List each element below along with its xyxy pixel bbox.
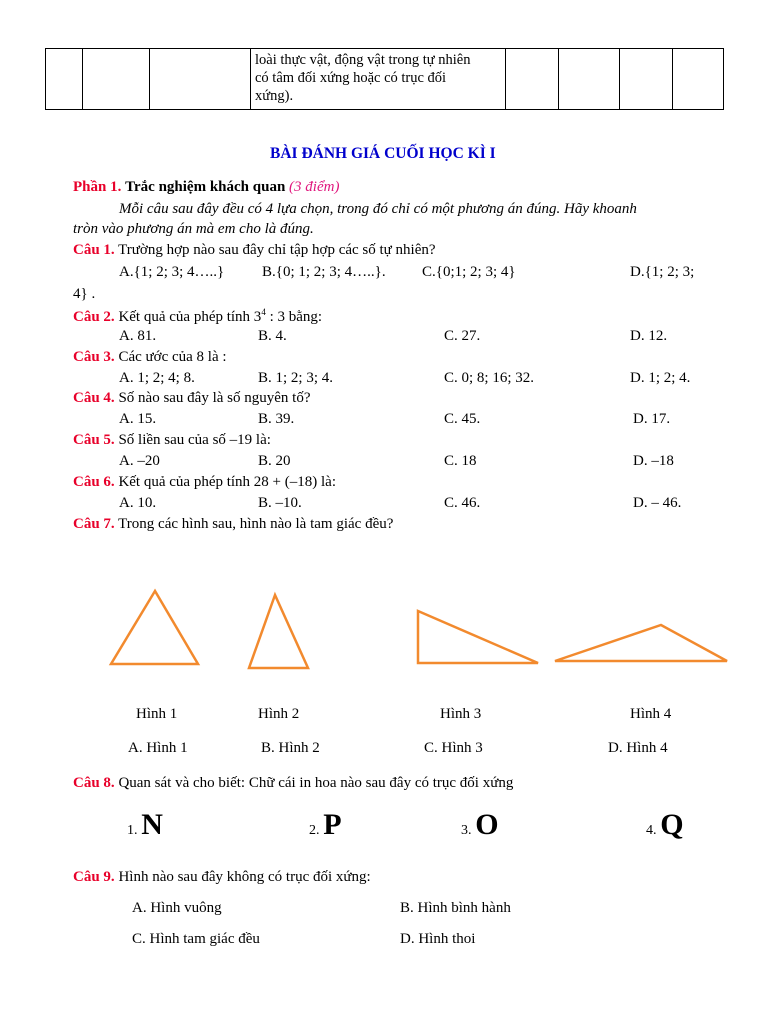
question-label: Câu 8. — [73, 775, 115, 791]
question-text: Kết quả của phép tính 28 + (–18) là: — [118, 474, 337, 490]
option: D. Hình thoi — [400, 931, 476, 947]
option: A.{1; 2; 3; 4…..} — [119, 264, 225, 280]
part1-instruction: tròn vào phương án mà em cho là đúng. — [73, 221, 314, 237]
question-text: : 3 bằng: — [265, 309, 323, 325]
option: B. Hình bình hành — [400, 900, 511, 916]
top-table — [45, 48, 724, 110]
option: D. –18 — [633, 453, 674, 469]
triangle-figure-3 — [418, 611, 538, 663]
figure-caption: Hình 1 — [136, 706, 178, 722]
figure-caption: Hình 2 — [258, 706, 300, 722]
option: C.{0;1; 2; 3; 4} — [422, 264, 516, 280]
option: D.{1; 2; 3; — [630, 264, 695, 280]
option: A. 81. — [119, 328, 157, 344]
option: B. 4. — [258, 328, 287, 344]
part1-heading: Trắc nghiệm khách quan — [125, 179, 286, 195]
question-8 — [73, 775, 513, 792]
option: C. 18 — [444, 453, 477, 469]
letter-number: 3. — [461, 823, 472, 838]
letter-glyph: N — [141, 808, 163, 841]
table-text-line: có tâm đối xứng hoặc có trục đối — [255, 70, 447, 86]
question-label: Câu 5. — [73, 432, 115, 448]
triangle-figure-2 — [249, 595, 308, 668]
option: D. – 46. — [633, 495, 682, 511]
table-cell — [83, 49, 150, 110]
table-cell — [673, 49, 724, 110]
figure-caption: Hình 4 — [630, 706, 672, 722]
question-text: Số nào sau đây là số nguyên tố? — [118, 390, 311, 406]
question-label: Câu 1. — [73, 242, 115, 258]
option: B.{0; 1; 2; 3; 4…..}. — [262, 264, 386, 280]
option: B. 1; 2; 3; 4. — [258, 370, 334, 386]
option: A. Hình 1 — [128, 740, 188, 756]
question-1 — [73, 242, 436, 259]
table-cell — [506, 49, 559, 110]
option: C. 46. — [444, 495, 481, 511]
table-cell-text — [251, 49, 506, 110]
letter-glyph: Q — [660, 808, 684, 841]
exponent: 4 — [261, 307, 266, 317]
option: D. 12. — [630, 328, 668, 344]
question-5 — [73, 432, 271, 449]
option: A. Hình vuông — [132, 900, 222, 916]
option-continuation: 4} . — [73, 286, 96, 302]
question-label: Câu 4. — [73, 390, 115, 406]
question-label: Câu 2. — [73, 309, 115, 325]
letter-number: 2. — [309, 823, 320, 838]
question-4 — [73, 390, 311, 407]
letter-option — [646, 808, 684, 842]
table-cell — [620, 49, 673, 110]
option: C. 0; 8; 16; 32. — [444, 370, 535, 386]
option: B. –10. — [258, 495, 302, 511]
question-text: Hình nào sau đây không có trục đối xứng: — [118, 869, 371, 885]
question-6 — [73, 474, 336, 491]
option: D. Hình 4 — [608, 740, 668, 756]
letter-number: 4. — [646, 823, 657, 838]
option: A. 10. — [119, 495, 157, 511]
question-text: Kết quả của phép tính 3 — [118, 309, 262, 325]
option: A. 15. — [119, 411, 157, 427]
letter-option — [309, 808, 342, 842]
option: D. 17. — [633, 411, 671, 427]
triangle-figure-4 — [555, 625, 727, 661]
page-title: BÀI ĐÁNH GIÁ CUỐI HỌC KÌ I — [270, 145, 496, 162]
option: A. 1; 2; 4; 8. — [119, 370, 195, 386]
question-7 — [73, 516, 393, 533]
question-label: Câu 6. — [73, 474, 115, 490]
question-text: Trong các hình sau, hình nào là tam giác đều? — [118, 516, 394, 532]
question-text: Trường hợp nào sau đây chỉ tập hợp các số tự nhiên? — [118, 242, 436, 258]
table-cell — [559, 49, 620, 110]
part1-instruction: Mỗi câu sau đây đều có 4 lựa chọn, trong đó chỉ có một phương án đúng. Hãy khoanh — [119, 201, 637, 217]
triangle-figure-1 — [111, 591, 198, 664]
question-text: Các ước của 8 là : — [118, 349, 227, 365]
table-cell — [46, 49, 83, 110]
table-text-line: xứng). — [255, 88, 294, 104]
table-text-line: loài thực vật, động vật trong tự nhiên — [255, 52, 471, 68]
option: A. –20 — [119, 453, 160, 469]
figure-caption: Hình 3 — [440, 706, 482, 722]
letter-number: 1. — [127, 823, 138, 838]
question-label: Câu 7. — [73, 516, 115, 532]
part1-header — [73, 179, 339, 196]
option: C. Hình tam giác đều — [132, 931, 260, 947]
question-text: Số liền sau của số –19 là: — [118, 432, 271, 448]
question-9 — [73, 869, 371, 886]
option: C. 45. — [444, 411, 481, 427]
option: C. 27. — [444, 328, 481, 344]
option: C. Hình 3 — [424, 740, 483, 756]
letter-glyph: O — [475, 808, 499, 841]
question-3 — [73, 349, 227, 366]
triangle-figures — [0, 580, 768, 680]
option: D. 1; 2; 4. — [630, 370, 691, 386]
question-label: Câu 3. — [73, 349, 115, 365]
option: B. 39. — [258, 411, 295, 427]
part1-points: (3 điểm) — [289, 179, 340, 195]
part1-label: Phần 1. — [73, 179, 122, 195]
question-text: Quan sát và cho biết: Chữ cái in hoa nào sau đây có trục đối xứng — [118, 775, 514, 791]
question-label: Câu 9. — [73, 869, 115, 885]
letter-option — [461, 808, 499, 842]
question-2 — [73, 307, 322, 326]
letter-glyph: P — [323, 808, 342, 841]
option: B. 20 — [258, 453, 291, 469]
option: B. Hình 2 — [261, 740, 320, 756]
table-cell — [150, 49, 251, 110]
letter-option — [127, 808, 163, 842]
